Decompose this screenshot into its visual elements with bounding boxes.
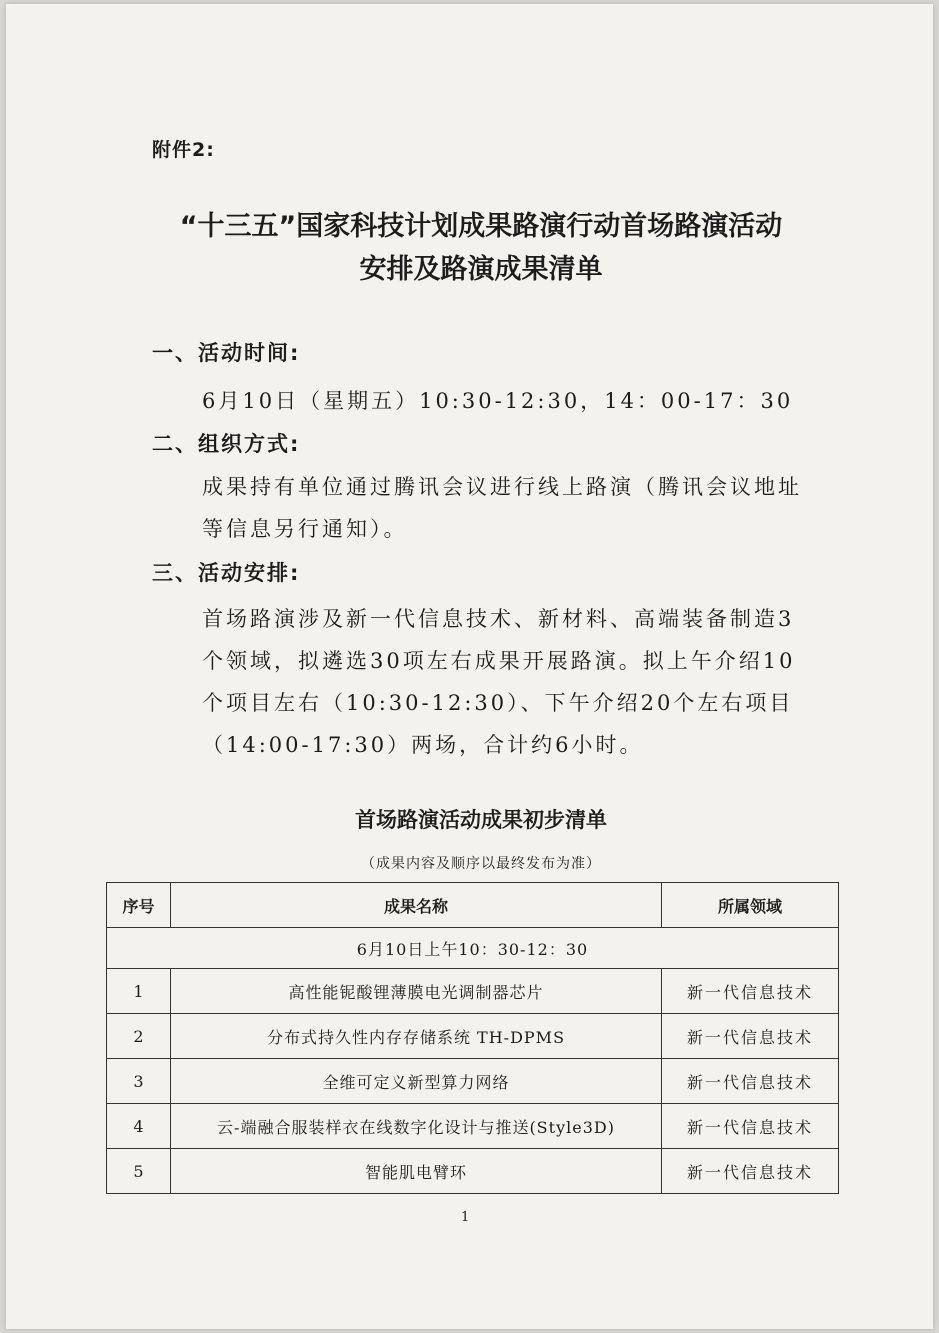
row-index: 1 [107,969,171,1014]
organization-text: 成果持有单位通过腾讯会议进行线上路演（腾讯会议地址等信息另行通知）。 [202,475,802,541]
row-index: 3 [107,1059,171,1104]
page-number: 1 [461,1210,470,1225]
table-header-row [107,883,839,928]
document-title-line1: “十三五”国家科技计划成果路演行动首场路演活动 [179,211,783,242]
table-row [107,1149,839,1194]
row-name: 智能肌电臂环 [171,1149,662,1194]
table-row [107,1014,839,1059]
row-field: 新一代信息技术 [662,1104,839,1149]
row-field: 新一代信息技术 [662,1059,839,1104]
section-heading-arrangement: 三、活动安排: [152,561,301,585]
session-label: 6月10日上午10：30-12：30 [107,928,839,969]
row-field: 新一代信息技术 [662,969,839,1014]
section-heading-organization: 二、组织方式: [152,432,301,456]
results-table [106,882,839,1194]
row-index: 4 [107,1104,171,1149]
row-name: 全维可定义新型算力网络 [171,1059,662,1104]
time-text: 6月10日（星期五）10:30-12:30，14：00-17：30 [202,389,794,413]
row-name: 高性能铌酸锂薄膜电光调制器芯片 [171,969,662,1014]
section-text-arrangement [152,598,802,766]
document-title-line2: 安排及路演成果清单 [359,254,603,285]
row-field: 新一代信息技术 [662,1014,839,1059]
row-field: 新一代信息技术 [662,1149,839,1194]
section-text-organization [152,466,802,550]
row-name: 分布式持久性内存存储系统 TH-DPMS [171,1014,662,1059]
header-field: 所属领域 [662,883,839,928]
session-row [107,928,839,969]
row-index: 2 [107,1014,171,1059]
arrangement-text: 首场路演涉及新一代信息技术、新材料、高端装备制造3个领域，拟遴选30项左右成果开展路演。拟上午介绍10个项目左右（10:30-12:30）、下午介绍20个左右项目（14:00-17:30）两场，合计约6小时。 [202,607,796,757]
header-name: 成果名称 [171,883,662,928]
table-row [107,969,839,1014]
row-name: 云-端融合服装样衣在线数字化设计与推送(Style3D) [171,1104,662,1149]
row-index: 5 [107,1149,171,1194]
list-note: （成果内容及顺序以最终发布为准） [361,856,601,872]
table-row [107,1104,839,1149]
attachment-label: 附件2: [152,139,215,161]
document-page [6,4,933,1329]
header-index: 序号 [107,883,171,928]
list-title: 首场路演活动成果初步清单 [355,808,607,832]
section-text-time [152,380,802,422]
table-row [107,1059,839,1104]
section-heading-time: 一、活动时间: [152,341,301,365]
